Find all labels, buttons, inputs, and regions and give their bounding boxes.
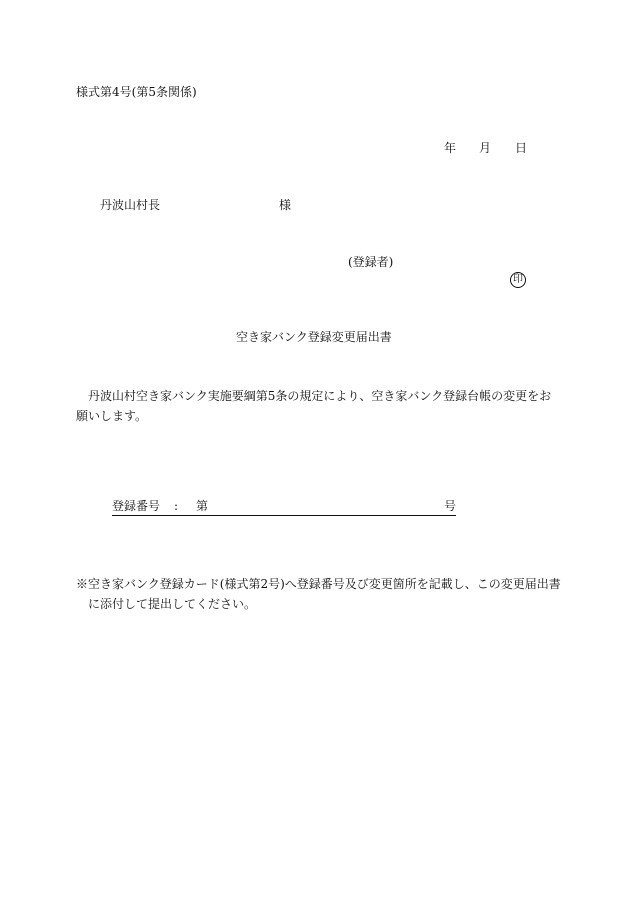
date-month-label: 月 bbox=[479, 141, 492, 155]
date-year-label: 年 bbox=[444, 141, 457, 155]
registration-colon: : bbox=[174, 499, 179, 513]
date-day-label: 日 bbox=[515, 141, 528, 155]
registration-prefix: 第 bbox=[196, 499, 209, 513]
registration-number-row bbox=[112, 498, 456, 516]
body-paragraph: 丹波山村空き家バンク実施要綱第5条の規定により、空き家バンク登録台帳の変更をお願いします。 bbox=[76, 389, 552, 423]
registration-number-label: 登録番号 bbox=[112, 499, 161, 513]
registration-suffix: 号 bbox=[443, 499, 456, 513]
form-number: 様式第4号(第5条関係) bbox=[76, 85, 197, 99]
note-paragraph bbox=[76, 574, 561, 614]
note-line-2: に添付して提出してください。 bbox=[88, 597, 257, 611]
addressee-name: 丹波山村長 bbox=[100, 198, 161, 212]
seal-icon: 印 bbox=[510, 272, 526, 288]
registrant-label: (登録者) bbox=[348, 255, 394, 269]
document-title: 空き家バンク登録変更届出書 bbox=[236, 330, 392, 344]
addressee-honorific: 様 bbox=[279, 198, 292, 212]
note-line-1: ※空き家バンク登録カード(様式第2号)へ登録番号及び変更箇所を記載し、この変更届出書 bbox=[76, 577, 561, 591]
